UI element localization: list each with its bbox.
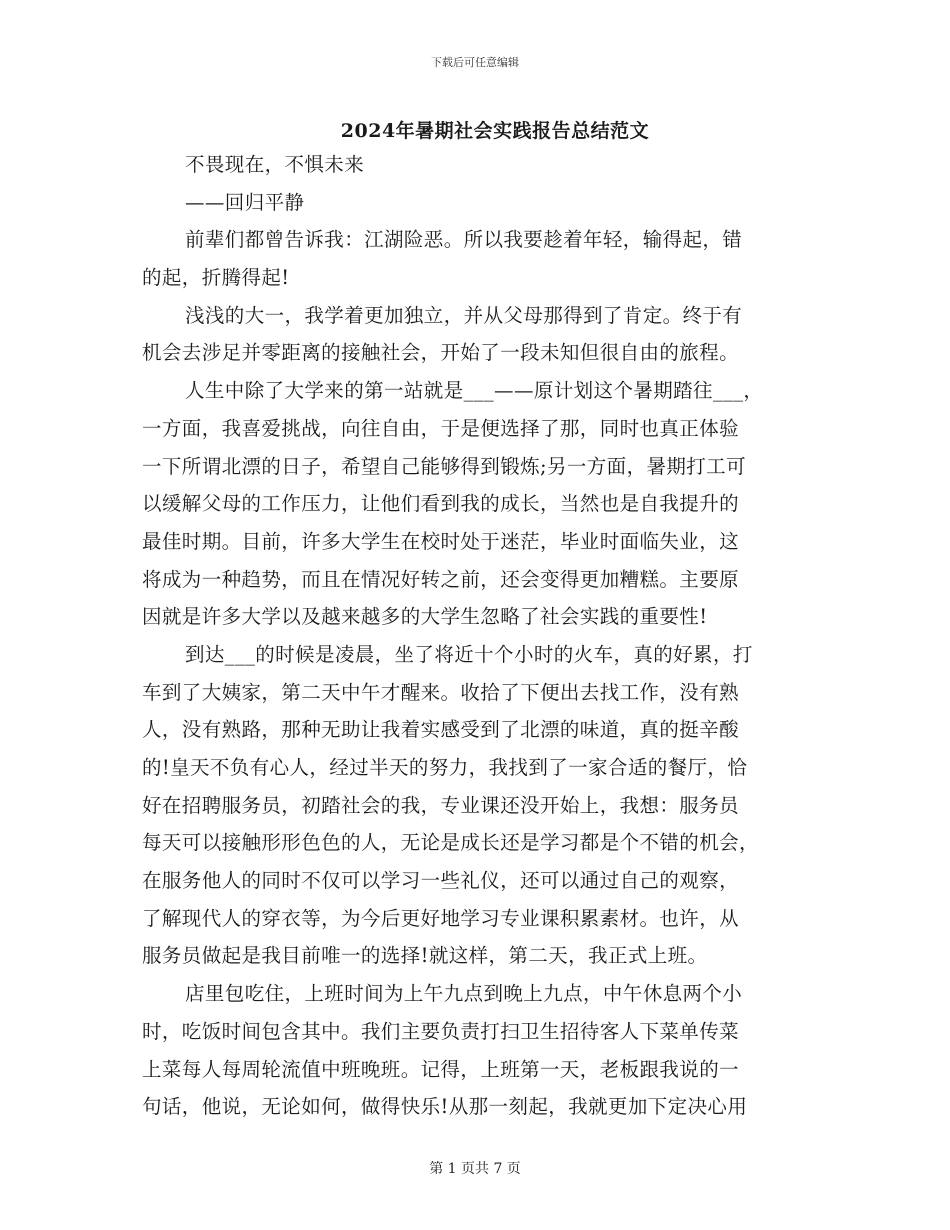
text-line: 的起，折腾得起!: [142, 266, 290, 290]
text-line: 好在招聘服务员，初踏社会的我，专业课还没开始上，我想：服务员: [142, 793, 740, 817]
text-line: 店里包吃住，上班时间为上午九点到晚上九点，中午休息两个小: [185, 982, 743, 1006]
text-line: 句话，他说，无论如何，做得快乐!从那一刻起，我就更加下定决心用: [142, 1095, 748, 1119]
text-line: 前辈们都曾告诉我：江湖险恶。所以我要趁着年轻，输得起，错: [185, 228, 743, 252]
text-line: 上菜每人每周轮流值中班晚班。记得，上班第一天，老板跟我说的一: [142, 1057, 740, 1081]
text-line: 的!皇天不负有心人，经过半天的努力，我找到了一家合适的餐厅，恰: [142, 756, 748, 779]
document-title: 2024年暑期社会实践报告总结范文: [340, 120, 650, 142]
text-line: 人，没有熟路，那种无助让我着实感受到了北漂的味道，真的挺辛酸: [142, 718, 740, 742]
page-header-note: 下载后可任意编辑: [431, 56, 519, 69]
page-number: 第 1 页共 7 页: [429, 1161, 521, 1177]
document-body: [142, 146, 804, 1126]
text-line: 不畏现在，不惧未来: [185, 153, 365, 176]
text-line: 在服务他人的同时不仅可以学习一些礼仪，还可以通过自己的观察，: [142, 869, 740, 893]
text-line: 人生中除了大学来的第一站就是___——原计划这个暑期踏往___，: [185, 379, 764, 403]
text-line: 一方面，我喜爱挑战，向往自由，于是便选择了那，同时也真正体验: [142, 416, 740, 440]
text-line: 车到了大姨家，第二天中午才醒来。收拾了下便出去找工作，没有熟: [142, 680, 740, 704]
text-line: 浅浅的大一，我学着更加独立，并从父母那得到了肯定。终于有: [185, 303, 743, 327]
text-line: 机会去涉足并零距离的接触社会，开始了一段未知但很自由的旅程。: [142, 341, 740, 365]
text-line: 时，吃饭时间包含其中。我们主要负责打扫卫生招待客人下菜单传菜: [142, 1019, 740, 1043]
text-line: 将成为一种趋势，而且在情况好转之前，还会变得更加糟糕。主要原: [142, 567, 740, 591]
text-line: 一下所谓北漂的日子，希望自己能够得到锻炼;另一方面，暑期打工可: [142, 454, 746, 478]
text-line: 服务员做起是我目前唯一的选择!就这样，第二天，我正式上班。: [142, 944, 708, 968]
text-line: 每天可以接触形形色色的人，无论是成长还是学习都是个不错的机会，: [142, 831, 759, 855]
text-line: ——回归平静: [185, 190, 305, 214]
text-line: 了解现代人的穿衣等，为今后更好地学习专业课积累素材。也许，从: [142, 906, 740, 930]
text-line: 最佳时期。目前，许多大学生在校时处于迷茫，毕业时面临失业，这: [142, 529, 740, 553]
text-line: 因就是许多大学以及越来越多的大学生忽略了社会实践的重要性!: [142, 605, 708, 629]
text-line: 到达___的时候是凌晨，坐了将近十个小时的火车，真的好累，打: [185, 642, 753, 666]
text-line: 以缓解父母的工作压力，让他们看到我的成长，当然也是自我提升的: [142, 492, 740, 516]
